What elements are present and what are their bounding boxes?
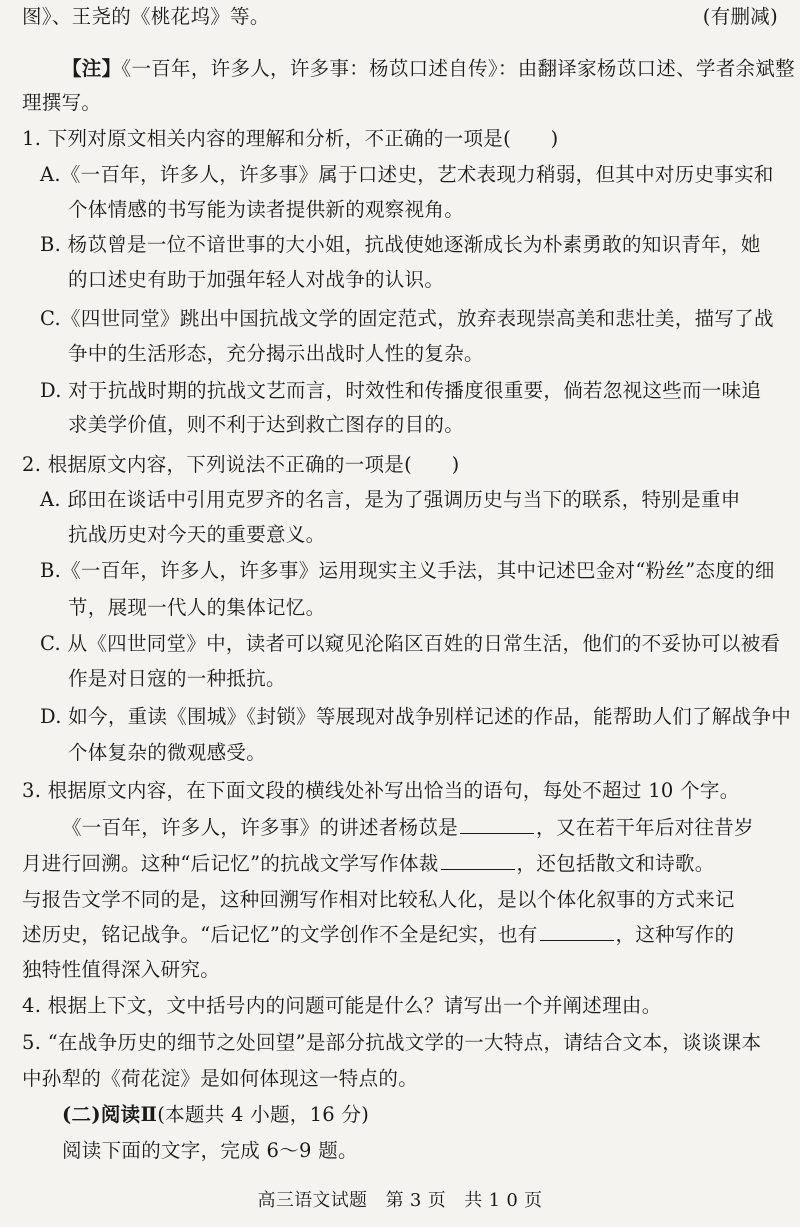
question-4-stem: 4. 根据上下文，文中括号内的问题可能是什么？请写出一个并阐述理由。 (22, 994, 662, 1017)
section-heading (62, 1100, 369, 1130)
q1-option-b: B. 杨苡曾是一位不谙世事的大小姐，抗战使她逐渐成长为朴素勇敢的知识青年，她 (40, 233, 761, 256)
q1-option-d-cont: 求美学价值，则不利于达到救亡图存的目的。 (68, 413, 465, 436)
q1-option-a-cont: 个体情感的书写能为读者提供新的观察视角。 (68, 198, 465, 221)
note-label: 【注】 (62, 57, 122, 80)
q1-option-b-cont: 的口述史有助于加强年轻人对战争的认识。 (68, 268, 445, 291)
note-line-1 (62, 54, 795, 84)
q2-option-c-cont: 作是对日寇的一种抵抗。 (68, 667, 286, 690)
section-instruction: 阅读下面的文字，完成 6～9 题。 (62, 1139, 358, 1162)
q2-option-d-cont: 个体复杂的微观感受。 (68, 741, 267, 764)
q1-option-d: D. 对于抗战时期的抗战文艺而言，时效性和传播度很重要，倘若忽视这些而一味追 (40, 379, 762, 402)
q3-text-4b: ，这种写作的 (615, 923, 735, 946)
answer-blank-3[interactable] (540, 920, 614, 941)
question-5-stem: 5. “在战争历史的细节之处回望”是部分抗战文学的一大特点，请结合文本，谈谈课本 (22, 1031, 762, 1054)
q2-option-b-cont: 节，展现一代人的集体记忆。 (68, 596, 326, 619)
q3-text-1b: ，又在若干年后对往昔岁 (536, 816, 754, 839)
q1-option-c-cont: 争中的生活形态，充分揭示出战时人性的复杂。 (68, 342, 484, 365)
note-text: 《一百年，许多人，许多事：杨苡口述自传》：由翻译家杨苡口述、学者余斌整 (121, 57, 795, 80)
q2-option-c: C. 从《四世同堂》中，读者可以窥见沦陷区百姓的日常生活，他们的不妥协可以被看 (40, 632, 781, 655)
continued-text: 图》、王尧的《桃花坞》等。 (22, 5, 270, 28)
q2-option-a: A. 邱田在谈话中引用克罗齐的名言，是为了强调历史与当下的联系，特别是重申 (40, 488, 741, 511)
note-line-2: 理撰写。 (22, 91, 102, 114)
q2-option-a-cont: 抗战历史对今天的重要意义。 (68, 523, 326, 546)
section-title: (二)阅读Ⅱ (62, 1103, 158, 1126)
q3-passage-line-4 (22, 920, 734, 950)
q3-passage-line-1 (62, 813, 754, 843)
q2-option-b: B.《一百年，许多人，许多事》运用现实主义手法，其中记述巴金对“粉丝”态度的细 (40, 559, 775, 582)
q3-passage-line-5: 独特性值得深入研究。 (22, 958, 221, 981)
q1-option-a: A.《一百年，许多人，许多事》属于口述史，艺术表现力稍弱，但其中对历史事实和 (40, 163, 774, 186)
question-2-stem: 2. 根据原文内容，下列说法不正确的一项是( ) (22, 453, 460, 476)
section-info: (本题共 4 小题，16 分) (157, 1103, 370, 1126)
answer-blank-1[interactable] (460, 813, 534, 834)
q1-option-c: C.《四世同堂》跳出中国抗战文学的固定范式，放弃表现崇高美和悲壮美，描写了战 (40, 307, 774, 330)
q2-option-d: D. 如今，重读《围城》《封锁》等展现对战争别样记述的作品，能帮助人们了解战争中 (40, 705, 792, 728)
q3-passage-line-2 (22, 849, 715, 879)
q3-text-2b: ，还包括散文和诗歌。 (516, 852, 715, 875)
q3-text-1a: 《一百年，许多人，许多事》的讲述者杨苡是 (62, 816, 459, 839)
q3-text-4a: 述历史，铭记战争。“后记忆”的文学创作不全是纪实，也有 (22, 923, 538, 946)
question-5-stem-cont: 中孙犁的《荷花淀》是如何体现这一特点的。 (22, 1067, 419, 1090)
page-footer: 高三语文试题 第 3 页 共 1 0 页 (257, 1190, 543, 1211)
question-1-stem: 1. 下列对原文相关内容的理解和分析，不正确的一项是( ) (22, 127, 559, 150)
q3-text-2a: 月进行回溯。这种“后记忆”的抗战文学写作体裁 (22, 852, 439, 875)
question-3-stem: 3. 根据原文内容，在下面文段的横线处补写出恰当的语句，每处不超过 10 个字。 (22, 779, 740, 802)
abridged-note: (有删减) (702, 5, 778, 28)
answer-blank-2[interactable] (441, 849, 515, 870)
q3-passage-line-3: 与报告文学不同的是，这种回溯写作相对比较私人化，是以个体化叙事的方式来记 (22, 888, 735, 911)
